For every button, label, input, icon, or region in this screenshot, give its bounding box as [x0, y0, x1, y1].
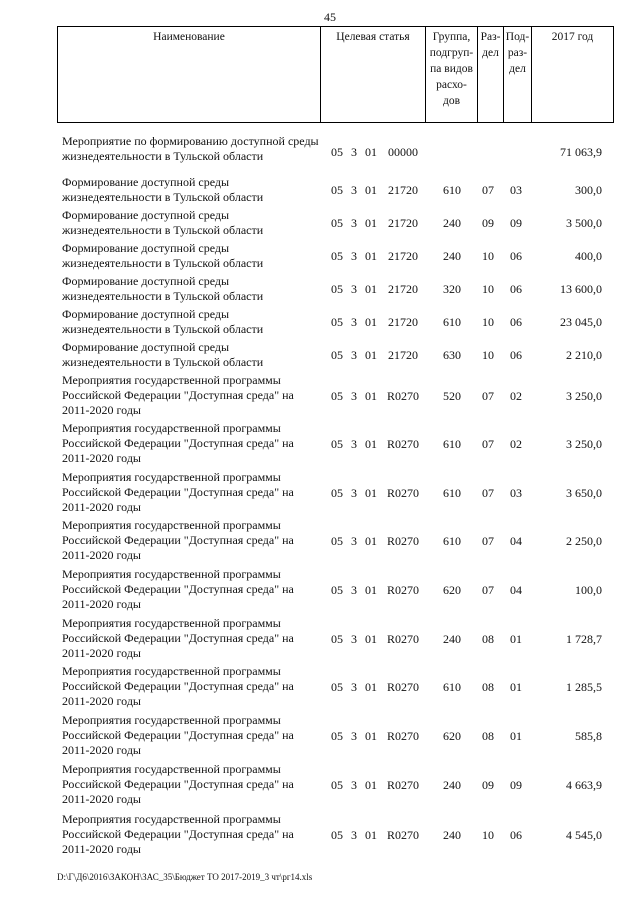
podrazdel-code: 06 — [510, 348, 522, 362]
row-name: Формирование доступной среды жизнедеятельности в Тульской области — [62, 241, 264, 270]
row-name: Мероприятия государственной программы Российской Федерации "Доступная среда" на 2011-2020 годы — [62, 812, 294, 856]
header-razdel-line: дел — [482, 47, 499, 59]
target-code-3: 01 — [365, 216, 377, 230]
target-code-2: 3 — [351, 534, 357, 548]
header-group-line: подгруп- — [429, 47, 474, 59]
target-code-2: 3 — [351, 632, 357, 646]
header-group-line: расхо- — [436, 79, 467, 91]
target-code-2: 3 — [351, 348, 357, 362]
amount-2017: 3 650,0 — [566, 486, 602, 500]
expense-group: 240 — [443, 778, 461, 792]
header-podrazdel-line: Под- — [505, 31, 530, 43]
expense-group: 240 — [443, 249, 461, 263]
razdel-code: 08 — [482, 680, 494, 694]
razdel-code: 07 — [482, 534, 494, 548]
podrazdel-code: 03 — [510, 183, 522, 197]
amount-2017: 13 600,0 — [560, 282, 602, 296]
row-name: Формирование доступной среды жизнедеятельности в Тульской области — [62, 307, 264, 336]
amount-2017: 2 250,0 — [566, 534, 602, 548]
razdel-code: 07 — [482, 389, 494, 403]
expense-group: 620 — [443, 729, 461, 743]
row-name: Формирование доступной среды жизнедеятельности в Тульской области — [62, 208, 264, 237]
row-name: Мероприятия государственной программы Российской Федерации "Доступная среда" на 2011-2020 годы — [62, 713, 294, 757]
amount-2017: 2 210,0 — [566, 348, 602, 362]
row-name: Мероприятия государственной программы Российской Федерации "Доступная среда" на 2011-2020 годы — [62, 470, 294, 514]
target-code-1: 05 — [331, 282, 343, 296]
razdel-code: 10 — [482, 282, 494, 296]
header-group — [425, 27, 477, 122]
expense-group: 610 — [443, 534, 461, 548]
podrazdel-code: 03 — [510, 486, 522, 500]
header-target: Целевая статья — [320, 27, 425, 122]
target-code-3: 01 — [365, 249, 377, 263]
table-row — [57, 812, 614, 858]
target-code-4: 21720 — [388, 348, 418, 362]
table-row — [57, 340, 614, 370]
target-code-2: 3 — [351, 486, 357, 500]
amount-2017: 100,0 — [575, 583, 602, 597]
expense-group: 240 — [443, 828, 461, 842]
razdel-code: 08 — [482, 632, 494, 646]
target-code-4: R0270 — [386, 389, 419, 403]
amount-2017: 300,0 — [575, 183, 602, 197]
row-name: Мероприятия государственной программы Российской Федерации "Доступная среда" на 2011-2020 годы — [62, 518, 294, 562]
target-code-2: 3 — [351, 183, 357, 197]
target-code-4: R0270 — [386, 486, 419, 500]
table-row — [57, 664, 614, 710]
target-code-1: 05 — [331, 680, 343, 694]
expense-group: 320 — [443, 282, 461, 296]
amount-2017: 71 063,9 — [560, 145, 602, 159]
target-code-1: 05 — [331, 216, 343, 230]
row-name: Мероприятия государственной программы Российской Федерации "Доступная среда" на 2011-2020 годы — [62, 762, 294, 806]
podrazdel-code: 09 — [510, 216, 522, 230]
header-podrazdel — [503, 27, 531, 122]
row-name: Мероприятия государственной программы Российской Федерации "Доступная среда" на 2011-2020 годы — [62, 567, 294, 611]
expense-group: 610 — [443, 680, 461, 694]
target-code-1: 05 — [331, 828, 343, 842]
podrazdel-code: 04 — [510, 534, 522, 548]
file-path-footer: D:\Г\Д6\2016\ЗАКОН\ЗАС_35\Бюджет ТО 2017-2019_3 чт\рг14.xls — [57, 872, 313, 882]
target-code-3: 01 — [365, 486, 377, 500]
amount-2017: 1 285,5 — [566, 680, 602, 694]
header-name: Наименование — [153, 31, 225, 43]
table-row — [57, 208, 614, 238]
row-name: Формирование доступной среды жизнедеятельности в Тульской области — [62, 175, 264, 204]
expense-group: 610 — [443, 315, 461, 329]
target-code-3: 01 — [365, 680, 377, 694]
header-group-line: дов — [442, 95, 461, 107]
target-code-3: 01 — [365, 437, 377, 451]
razdel-code: 07 — [482, 583, 494, 597]
target-code-1: 05 — [331, 389, 343, 403]
target-code-3: 01 — [365, 389, 377, 403]
header-year: 2017 год — [531, 27, 613, 122]
expense-group: 610 — [443, 183, 461, 197]
target-code-1: 05 — [331, 583, 343, 597]
podrazdel-code: 01 — [510, 729, 522, 743]
target-code-4: R0270 — [386, 680, 419, 694]
row-name: Формирование доступной среды жизнедеятельности в Тульской области — [62, 340, 264, 369]
table-header — [57, 26, 614, 123]
table-row — [57, 134, 614, 170]
target-code-3: 01 — [365, 828, 377, 842]
razdel-code: 07 — [482, 486, 494, 500]
target-code-1: 05 — [331, 534, 343, 548]
podrazdel-code: 04 — [510, 583, 522, 597]
target-code-2: 3 — [351, 729, 357, 743]
row-name: Формирование доступной среды жизнедеятельности в Тульской области — [62, 274, 264, 303]
podrazdel-code: 06 — [510, 282, 522, 296]
header-group-line: па видов — [430, 63, 473, 75]
header-razdel — [477, 27, 503, 122]
target-code-2: 3 — [351, 437, 357, 451]
target-code-4: R0270 — [386, 437, 419, 451]
target-code-4: R0270 — [386, 778, 419, 792]
podrazdel-code: 06 — [510, 828, 522, 842]
target-code-2: 3 — [351, 315, 357, 329]
table-row — [57, 373, 614, 419]
target-code-3: 01 — [365, 282, 377, 296]
row-name: Мероприятия государственной программы Российской Федерации "Доступная среда" на 2011-2020 годы — [62, 373, 294, 417]
podrazdel-code: 02 — [510, 437, 522, 451]
target-code-3: 01 — [365, 315, 377, 329]
target-code-2: 3 — [351, 680, 357, 694]
row-name: Мероприятия государственной программы Российской Федерации "Доступная среда" на 2011-2020 годы — [62, 421, 294, 465]
expense-group: 620 — [443, 583, 461, 597]
target-code-1: 05 — [331, 145, 343, 159]
target-code-2: 3 — [351, 216, 357, 230]
amount-2017: 1 728,7 — [566, 632, 602, 646]
target-code-3: 01 — [365, 534, 377, 548]
target-code-2: 3 — [351, 389, 357, 403]
target-code-4: 21720 — [388, 183, 418, 197]
target-code-3: 01 — [365, 583, 377, 597]
podrazdel-code: 09 — [510, 778, 522, 792]
table-row — [57, 567, 614, 613]
table-row — [57, 518, 614, 564]
target-code-4: R0270 — [386, 534, 419, 548]
amount-2017: 23 045,0 — [560, 315, 602, 329]
table-row — [57, 421, 614, 467]
target-code-3: 01 — [365, 183, 377, 197]
target-code-4: R0270 — [386, 828, 419, 842]
target-code-4: 21720 — [388, 315, 418, 329]
amount-2017: 585,8 — [575, 729, 602, 743]
page-number: 45 — [324, 10, 336, 24]
expense-group: 610 — [443, 437, 461, 451]
target-code-3: 01 — [365, 729, 377, 743]
table-row — [57, 713, 614, 759]
row-name: Мероприятия государственной программы Российской Федерации "Доступная среда" на 2011-2020 годы — [62, 664, 294, 708]
header-razdel-line: Раз- — [480, 31, 501, 43]
header-podrazdel-line: дел — [509, 63, 526, 75]
target-code-3: 01 — [365, 145, 377, 159]
target-code-2: 3 — [351, 145, 357, 159]
target-code-1: 05 — [331, 183, 343, 197]
target-code-1: 05 — [331, 729, 343, 743]
expense-group: 240 — [443, 216, 461, 230]
razdel-code: 10 — [482, 249, 494, 263]
razdel-code: 10 — [482, 315, 494, 329]
amount-2017: 3 250,0 — [566, 389, 602, 403]
podrazdel-code: 06 — [510, 249, 522, 263]
podrazdel-code: 01 — [510, 632, 522, 646]
target-code-1: 05 — [331, 778, 343, 792]
amount-2017: 4 663,9 — [566, 778, 602, 792]
expense-group: 520 — [443, 389, 461, 403]
target-code-2: 3 — [351, 583, 357, 597]
target-code-3: 01 — [365, 348, 377, 362]
amount-2017: 4 545,0 — [566, 828, 602, 842]
row-name: Мероприятия государственной программы Российской Федерации "Доступная среда" на 2011-2020 годы — [62, 616, 294, 660]
target-code-1: 05 — [331, 315, 343, 329]
table-row — [57, 274, 614, 304]
table-row — [57, 175, 614, 205]
razdel-code: 09 — [482, 216, 494, 230]
amount-2017: 3 500,0 — [566, 216, 602, 230]
target-code-4: R0270 — [386, 583, 419, 597]
target-code-2: 3 — [351, 778, 357, 792]
target-code-4: 00000 — [388, 145, 418, 159]
table-row — [57, 616, 614, 662]
target-code-4: R0270 — [386, 729, 419, 743]
table-row — [57, 307, 614, 337]
table-row — [57, 762, 614, 808]
target-code-4: R0270 — [386, 632, 419, 646]
expense-group: 240 — [443, 632, 461, 646]
target-code-2: 3 — [351, 249, 357, 263]
razdel-code: 09 — [482, 778, 494, 792]
header-podrazdel-line: раз- — [507, 47, 528, 59]
header-group-line: Группа, — [432, 31, 471, 43]
amount-2017: 3 250,0 — [566, 437, 602, 451]
target-code-4: 21720 — [388, 249, 418, 263]
podrazdel-code: 06 — [510, 315, 522, 329]
table-row — [57, 470, 614, 516]
target-code-4: 21720 — [388, 282, 418, 296]
target-code-2: 3 — [351, 828, 357, 842]
target-code-1: 05 — [331, 437, 343, 451]
target-code-3: 01 — [365, 778, 377, 792]
podrazdel-code: 02 — [510, 389, 522, 403]
razdel-code: 08 — [482, 729, 494, 743]
razdel-code: 10 — [482, 348, 494, 362]
row-name: Мероприятие по формированию доступной среды жизнедеятельности в Тульской области — [62, 134, 319, 163]
target-code-1: 05 — [331, 249, 343, 263]
expense-group: 630 — [443, 348, 461, 362]
target-code-3: 01 — [365, 632, 377, 646]
razdel-code: 07 — [482, 183, 494, 197]
podrazdel-code: 01 — [510, 680, 522, 694]
target-code-2: 3 — [351, 282, 357, 296]
razdel-code: 07 — [482, 437, 494, 451]
target-code-4: 21720 — [388, 216, 418, 230]
expense-group: 610 — [443, 486, 461, 500]
target-code-1: 05 — [331, 348, 343, 362]
table-row — [57, 241, 614, 271]
target-code-1: 05 — [331, 632, 343, 646]
target-code-1: 05 — [331, 486, 343, 500]
amount-2017: 400,0 — [575, 249, 602, 263]
razdel-code: 10 — [482, 828, 494, 842]
